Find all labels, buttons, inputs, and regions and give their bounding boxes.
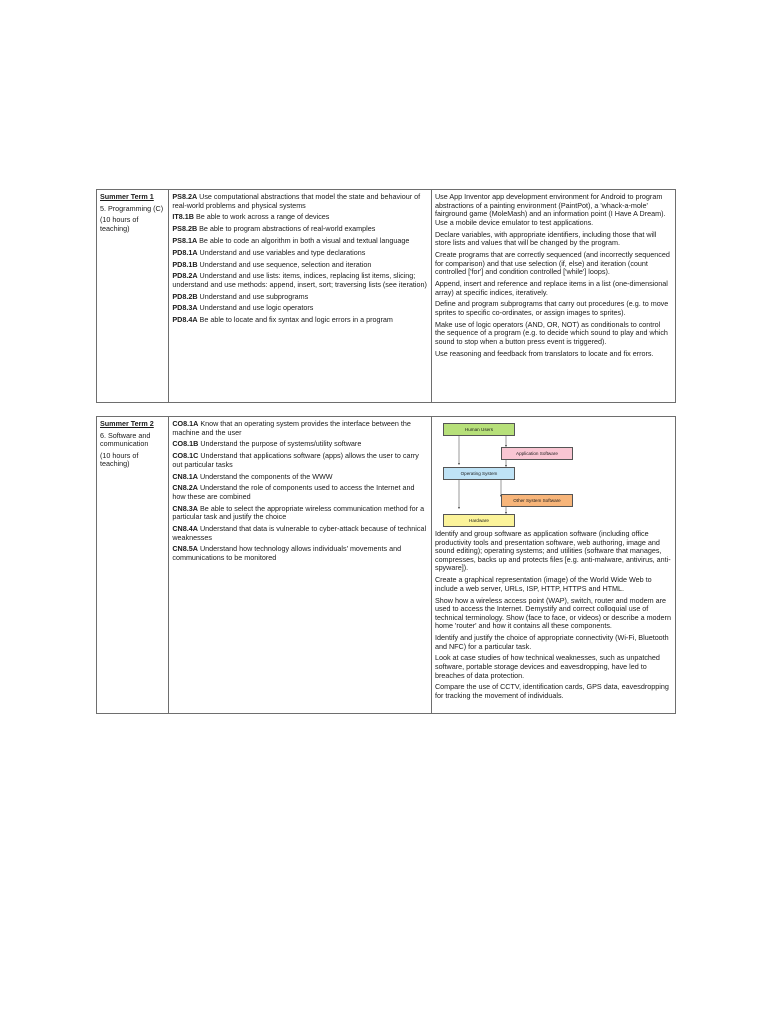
- objective-code: PD8.3A: [172, 303, 198, 313]
- activity-item: Define and program subprograms that carry out procedures (e.g. to move sprites to specific co-ordinates, or assign images to sprites).: [434, 299, 669, 317]
- objective-text: Understand and use lists: items, indices, replacing list items, slicing; understand and use methods: append, insert, sort; traversing lists (see iteration): [172, 271, 427, 289]
- application-software-box: [501, 447, 573, 460]
- activity-item: Use reasoning and feedback from translators to locate and fix errors.: [434, 348, 654, 358]
- hardware-box: [443, 514, 515, 527]
- term-title: Summer Term 1: [100, 192, 154, 201]
- objective-text: Understand the components of the WWW: [199, 471, 333, 481]
- objective-item: [172, 440, 428, 449]
- objective-item: [172, 304, 428, 313]
- activity-item: Look at case studies of how technical weaknesses, such as unpatched software, portable storage devices and eavesdropping, have led to breaches of data protection.: [434, 653, 660, 680]
- objective-item: [172, 505, 428, 522]
- summer-term-2-table: [96, 416, 676, 714]
- activity-item: Declare variables, with appropriate identifiers, including those that will store lists and values that will be changed by the program.: [434, 229, 657, 248]
- objective-text: Understand the role of components used to access the Internet and how these are combined: [172, 483, 415, 501]
- term-cell: [97, 417, 169, 714]
- objective-item: [172, 272, 428, 289]
- objective-code: PS8.2A: [172, 192, 198, 201]
- objective-code: CO8.1C: [172, 451, 199, 461]
- term-title: Summer Term 2: [100, 419, 154, 428]
- objective-item: [172, 420, 428, 437]
- objective-item: [172, 545, 428, 562]
- objective-item: [172, 237, 428, 246]
- objective-text: Understand how technology allows individuals' movements and communications to be monitored: [172, 544, 402, 563]
- objective-item: [172, 484, 428, 501]
- objective-item: [172, 316, 428, 325]
- objective-code: PD8.2B: [172, 291, 198, 301]
- hardware-label: Hardware: [469, 518, 489, 523]
- activity-item: Create programs that are correctly sequenced (and incorrectly sequenced for comparison) and that use selection (if, else) and iteration (count controlled ['for'] and condition controlled ['while'] loops).: [434, 249, 670, 277]
- objective-item: [172, 193, 428, 210]
- activities-cell: [431, 417, 675, 714]
- objective-code: PD8.1A: [172, 247, 198, 257]
- application-software-label: Application Software: [516, 451, 558, 456]
- objective-code: PD8.4A: [172, 315, 198, 325]
- objective-text: Understand the purpose of systems/utility software: [200, 439, 362, 449]
- objective-text: Understand that applications software (apps) allows the user to carry out particular tasks: [172, 451, 419, 469]
- objective-item: [172, 213, 428, 222]
- operating-system-box: [443, 467, 515, 480]
- objective-text: Understand that data is vulnerable to cyber-attack because of technical weaknesses: [172, 524, 427, 542]
- objective-text: Be able to program abstractions of real-world examples: [199, 224, 376, 234]
- objective-item: [172, 293, 428, 302]
- objective-code: CN8.4A: [172, 524, 198, 534]
- objective-text: Know that an operating system provides the interface between the machine and the user: [172, 419, 411, 437]
- objective-text: Understand and use variables and type declarations: [199, 247, 366, 257]
- objective-item: [172, 452, 428, 469]
- summer-term-1-table: [96, 189, 676, 403]
- human-users-label: Human Users: [464, 427, 494, 432]
- objective-code: PS8.1A: [172, 235, 198, 245]
- activity-item: Identify and justify the choice of appropriate connectivity (Wi-Fi, Bluetooth and NFC) for a particular task.: [434, 633, 669, 651]
- objective-item: [172, 249, 428, 258]
- objective-text: Understand and use sequence, selection and iteration: [199, 259, 372, 269]
- activity-item: Create a graphical representation (image) of the World Wide Web to include a web server, URLs, ISP, HTTP, HTTPS and HTML.: [434, 575, 652, 593]
- operating-system-label: Operating System: [460, 471, 498, 476]
- human-users-box: [443, 423, 515, 436]
- other-system-software-label: Other System Software: [513, 498, 561, 503]
- objective-item: [172, 225, 428, 234]
- activity-item: Make use of logic operators (AND, OR, NOT) as conditionals to control the sequence of a program (e.g. to decide which sound to play and which sound to stop when a button press event is triggered).: [434, 319, 668, 346]
- objective-code: PD8.1B: [172, 259, 198, 269]
- objective-item: [172, 473, 428, 482]
- activity-item: Append, insert and reference and replace items in a list (one-dimensional array) at specific indices, iteratively.: [434, 278, 668, 297]
- objective-code: CN8.3A: [172, 503, 198, 513]
- objectives-cell: [169, 190, 432, 403]
- objective-text: Understand and use subprograms: [199, 291, 309, 301]
- activities-cell: [431, 190, 675, 403]
- objective-text: Use computational abstractions that model the state and behaviour of real-world problems and physical systems: [172, 192, 421, 210]
- objective-text: Be able to select the appropriate wireless communication method for a particular task and justify the choice: [172, 503, 425, 522]
- software-layers-diagram: [439, 420, 575, 528]
- objective-code: CN8.2A: [172, 483, 198, 493]
- objective-text: Be able to locate and fix syntax and logic errors in a program: [199, 315, 393, 325]
- activity-item: Identify and group software as application software (including office productivity tools and presentation software, web authoring, image and sound editing); operating systems; and utilities (software that manages, compresses, backs up and protects files [e.g. anti-malware, antivirus, anti-spyware]).: [434, 529, 671, 573]
- activity-item: Use App Inventor app development environment for Android to program abstractions of a painting environment (PaintPot), a 'whack-a-mole' fairground game (MoleMash) and an information point (I Have A Dream). Use a mobile device emulator to test applications.: [434, 192, 666, 227]
- objective-item: [172, 261, 428, 270]
- hours-note: (10 hours of teaching): [100, 450, 139, 469]
- objective-code: IT8.1B: [172, 212, 194, 222]
- objective-code: CN8.5A: [172, 544, 198, 554]
- unit-name: 5. Programming (C): [100, 203, 164, 213]
- other-system-software-box: [501, 494, 573, 507]
- objective-item: [172, 525, 428, 542]
- objective-text: Understand and use logic operators: [199, 303, 314, 313]
- objective-text: Be able to code an algorithm in both a visual and textual language: [199, 235, 410, 245]
- activity-item: Show how a wireless access point (WAP), switch, router and modem are used to access the Internet. Demystify and correct colloquial use of technical terminology. Show (face to face, or videos) or describe a modern home 'router' and how it contains all these components.: [434, 595, 671, 631]
- unit-name: 6. Software and communication: [100, 430, 151, 449]
- objective-code: CO8.1B: [172, 439, 199, 449]
- objective-code: PD8.2A: [172, 271, 198, 281]
- objectives-cell: [169, 417, 432, 714]
- activity-item: Compare the use of CCTV, identification cards, GPS data, eavesdropping for tracking the movement of individuals.: [434, 682, 669, 701]
- objective-text: Be able to work across a range of devices: [195, 212, 330, 222]
- objective-code: CO8.1A: [172, 419, 199, 428]
- objective-code: CN8.1A: [172, 471, 198, 481]
- hours-note: (10 hours of teaching): [100, 215, 139, 233]
- objective-code: PS8.2B: [172, 224, 198, 234]
- term-cell: [97, 190, 169, 403]
